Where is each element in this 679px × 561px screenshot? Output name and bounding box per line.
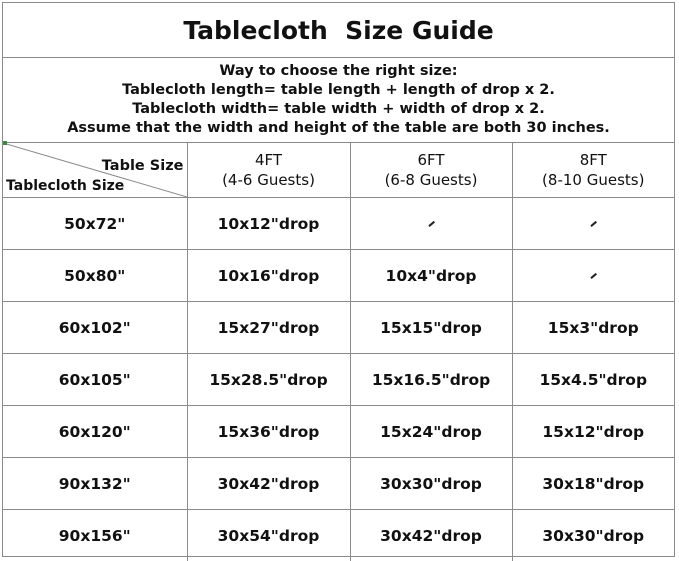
drop-cell: 15x27"drop [187,302,350,354]
drop-cell: 15x36"drop [187,406,350,458]
not-available-cell [512,250,674,302]
column-header-8ft [512,143,674,198]
tablecloth-size-label: Tablecloth Size [6,178,125,194]
drop-cell: 15x12"drop [512,406,674,458]
not-available-mark [590,221,596,227]
table-size-label: Table Size [101,158,184,174]
size-table [3,143,674,561]
drop-cell: 30x42"drop [350,510,512,561]
drop-cell: 15x15"drop [350,302,512,354]
column-guests-label: (8-10 Guests) [542,171,645,189]
drop-cell: 15x3"drop [512,302,674,354]
drop-cell: 10x4"drop [350,250,512,302]
drop-cell: 15x4.5"drop [512,354,674,406]
intro-line-3: Tablecloth width= table width + width of drop x 2. [132,101,545,117]
intro-text [3,57,674,143]
table-row [3,302,674,354]
tablecloth-size-cell: 50x80" [3,250,187,302]
tablecloth-size-cell: 90x156" [3,510,187,561]
table-row [3,354,674,406]
header-row [3,143,674,198]
intro-line-2: Tablecloth length= table length + length of drop x 2. [122,82,555,98]
column-guests-label: (4-6 Guests) [222,171,315,189]
not-available-cell [512,198,674,250]
drop-cell: 15x16.5"drop [350,354,512,406]
drop-cell: 10x12"drop [187,198,350,250]
table-row [3,250,674,302]
size-guide-frame [2,2,675,557]
table-row [3,406,674,458]
page-title: Tablecloth Size Guide [3,3,674,58]
column-size-label: 8FT [579,151,607,169]
tablecloth-size-cell: 50x72" [3,198,187,250]
tablecloth-size-cell: 60x120" [3,406,187,458]
not-available-mark [428,221,434,227]
table-row [3,510,674,561]
tablecloth-size-cell: 90x132" [3,458,187,510]
table-row [3,198,674,250]
drop-cell: 30x30"drop [512,510,674,561]
column-size-label: 6FT [417,151,445,169]
column-header-6ft [350,143,512,198]
drop-cell: 30x30"drop [350,458,512,510]
drop-cell: 10x16"drop [187,250,350,302]
table-row [3,458,674,510]
not-available-cell [350,198,512,250]
tablecloth-size-cell: 60x102" [3,302,187,354]
drop-cell: 15x24"drop [350,406,512,458]
corner-marker [3,141,7,145]
tablecloth-size-cell: 60x105" [3,354,187,406]
corner-header-cell [3,143,187,198]
drop-cell: 30x18"drop [512,458,674,510]
column-header-4ft [187,143,350,198]
column-size-label: 4FT [254,151,283,169]
intro-line-1: Way to choose the right size: [219,63,458,79]
drop-cell: 30x54"drop [187,510,350,561]
not-available-mark [590,273,596,279]
drop-cell: 30x42"drop [187,458,350,510]
intro-line-4: Assume that the width and height of the table are both 30 inches. [67,120,610,136]
column-guests-label: (6-8 Guests) [384,171,478,189]
drop-cell: 15x28.5"drop [187,354,350,406]
